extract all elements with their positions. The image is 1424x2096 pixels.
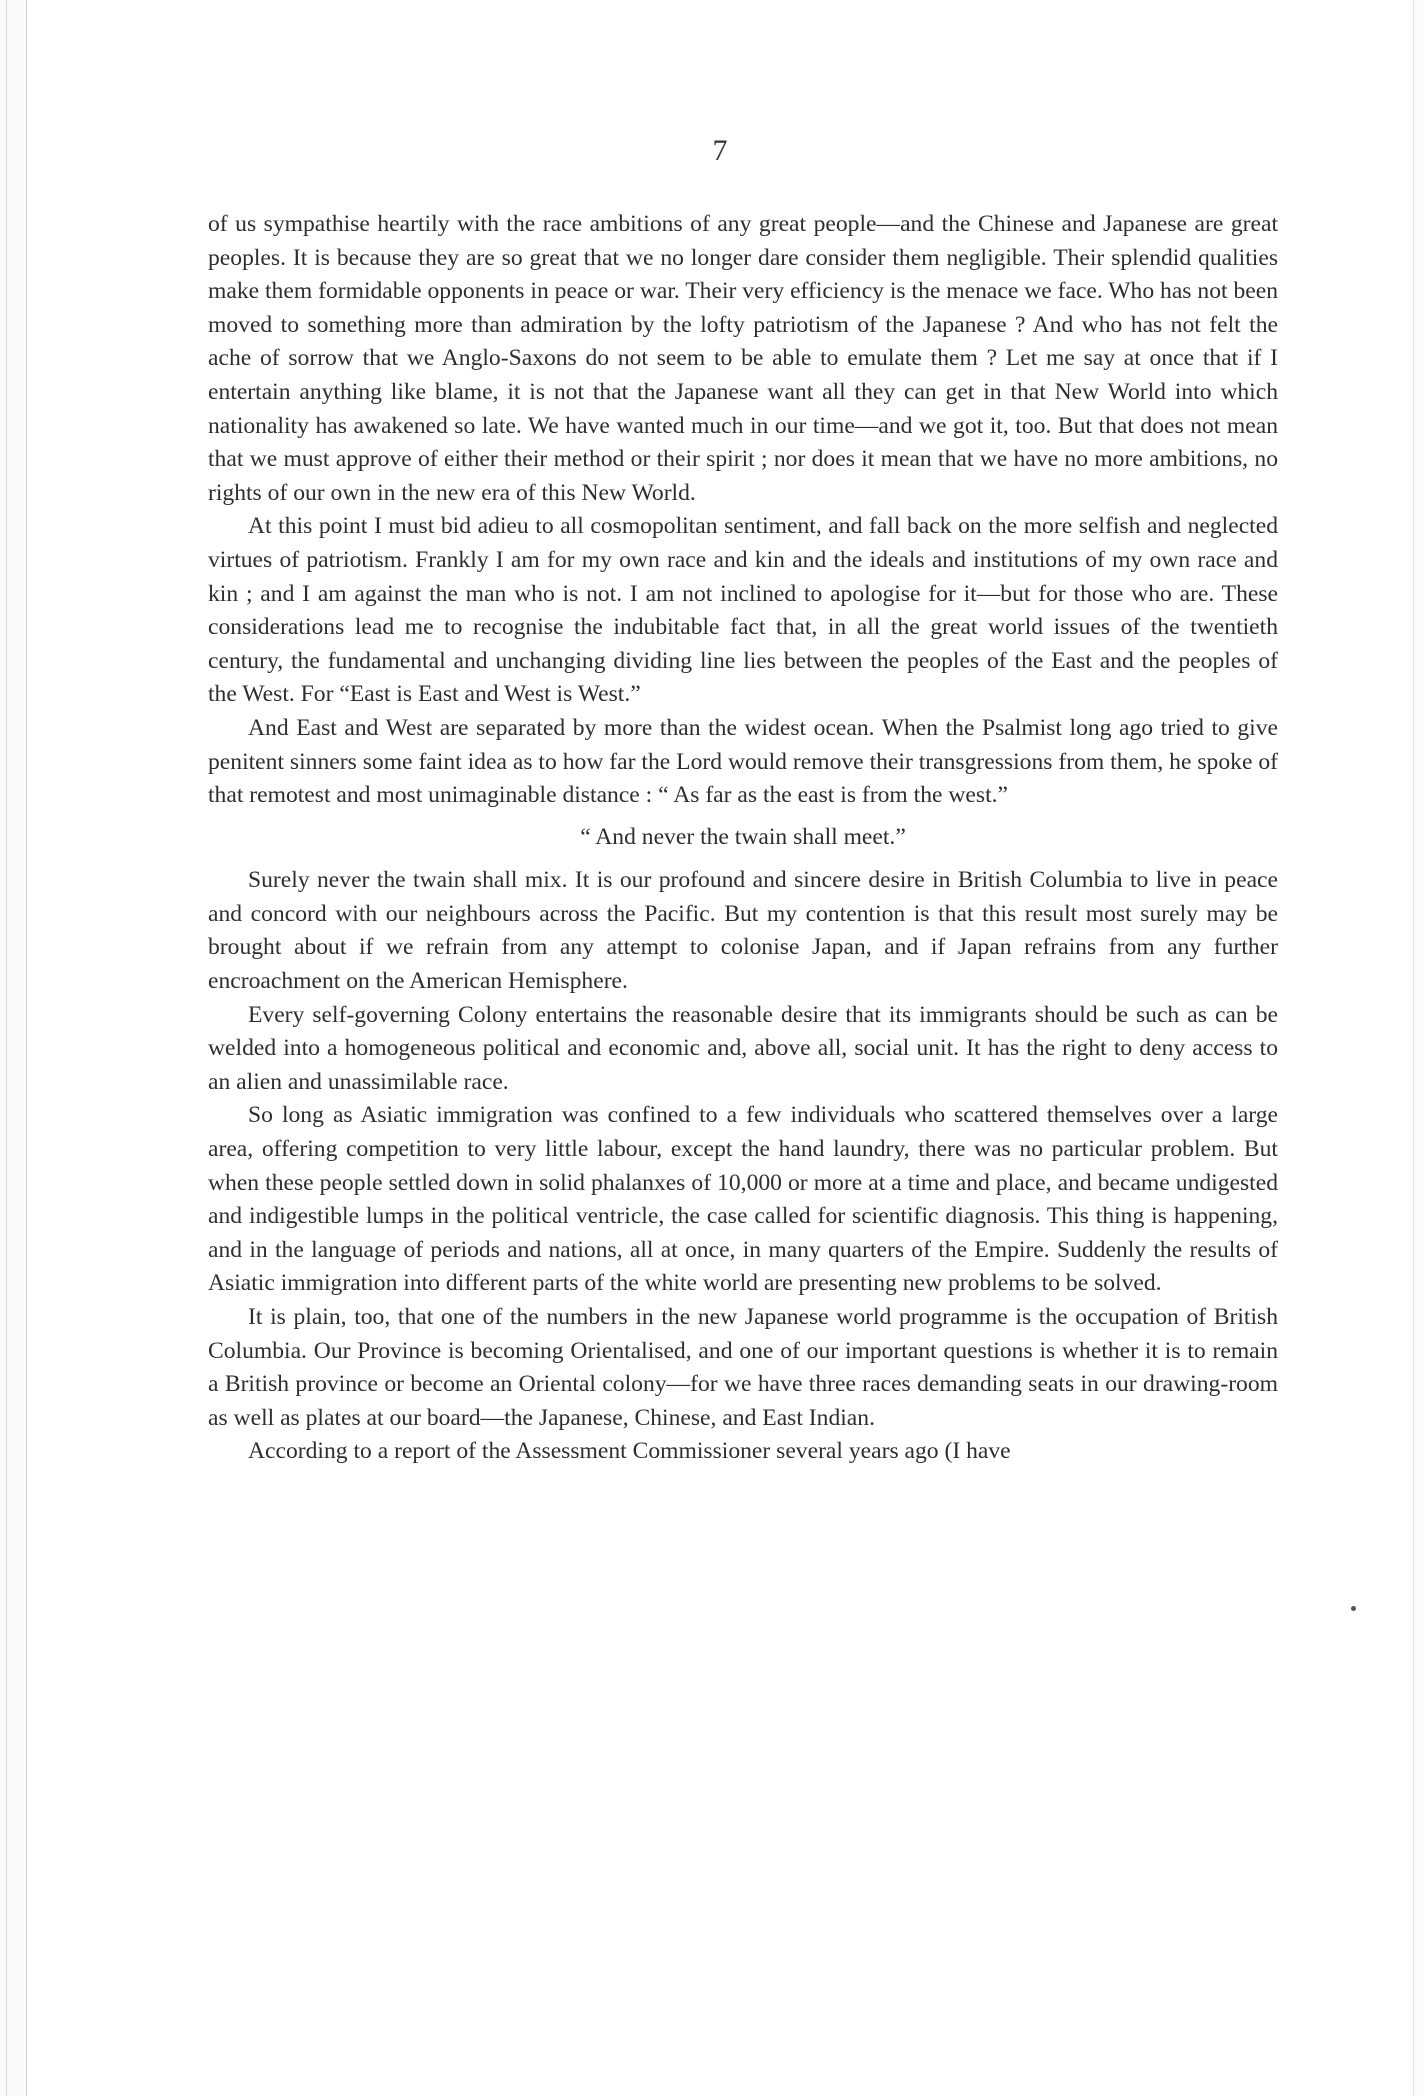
adjacent-page-edge	[0, 0, 27, 2096]
paragraph: So long as Asiatic immigration was confined to a few individuals who scattered themselves over a large area, offering competition to very little labour, except the hand laundry, there was no particular problem. But when these people settled down in solid phalanxes of 10,000 or more at a time and place, and became undigested and indigestible lumps in the political ventricle, the case called for scientific diagnosis. This thing is happening, and in the language of periods and nations, all at once, in many quarters of the Empire. Suddenly the results of Asiatic immigration into different parts of the white world are presenting new problems to be solved.	[208, 1102, 1278, 1297]
document-page	[28, 0, 1412, 2096]
scan-speck	[1351, 1606, 1356, 1611]
paragraph-continued: of us sympathise heartily with the race ambitions of any great people—and the Chinese and Japanese are great peoples. It is because they are so great that we no longer dare consider them negligible. Their splendid qualities make them formidable opponents in peace or war. Their very efficiency is the menace we face. Who has not been moved to something more than admiration by the lofty patriotism of the Japanese ? And who has not felt the ache of sorrow that we Anglo-Saxons do not seem to be able to emulate them ? Let me say at once that if I entertain anything like blame, it is not that the Japanese want all they can get in that New World into which nationality has awakened so late. We have wanted much in our time—and we got it, too. But that does not mean that we must approve of either their method or their spirit ; nor does it mean that we have no more ambitions, no rights of our own in the new era of this New World.	[208, 211, 1278, 506]
paragraph-truncated: According to a report of the Assessment Commissioner several years ago (I have	[248, 1438, 1011, 1465]
page-right-border	[1413, 0, 1424, 2096]
paragraph: It is plain, too, that one of the numbers in the new Japanese world programme is the occupation of British Columbia. Our Province is becoming Orientalised, and one of our important questions is whether it is to remain a British province or become an Oriental colony—for we have three races demanding seats in our drawing-room as well as plates at our board—the Japanese, Chinese, and East Indian.	[208, 1304, 1278, 1431]
paragraph: Every self-governing Colony entertains the reasonable desire that its immigrants should be such as can be welded into a homogeneous political and economic and, above all, social unit. It has the right to deny access to an alien and unassimilable race.	[208, 1001, 1278, 1095]
paragraph: At this point I must bid adieu to all cosmopolitan sentiment, and fall back on the more selfish and neglected virtues of patriotism. Frankly I am for my own race and kin and the ideals and institutions of my own race and kin ; and I am against the man who is not. I am not inclined to apologise for it—but for those who are. These considerations lead me to recognise the indubitable fact that, in all the great world issues of the twentieth century, the fundamental and unchanging dividing line lies between the peoples of the East and the peoples of the West. For “East is East and West is West.”	[208, 513, 1278, 708]
page-number: 7	[712, 134, 728, 167]
body-text	[208, 208, 1278, 1469]
paragraph: Surely never the twain shall mix. It is our profound and sincere desire in British Columbia to live in peace and concord with our neighbours across the Pacific. But my contention is that this result most surely may be brought about if we refrain from any attempt to colonise Japan, and if Japan refrains from any further encroachment on the American Hemisphere.	[208, 867, 1278, 995]
quotation-line: “ And never the twain shall meet.”	[580, 823, 906, 850]
paragraph: And East and West are separated by more than the widest ocean. When the Psalmist long ago tried to give penitent sinners some faint idea as to how far the Lord would remove their transgressions from them, he spoke of that remotest and most unimaginable distance : “ As far as the east is from the west.”	[208, 714, 1278, 809]
